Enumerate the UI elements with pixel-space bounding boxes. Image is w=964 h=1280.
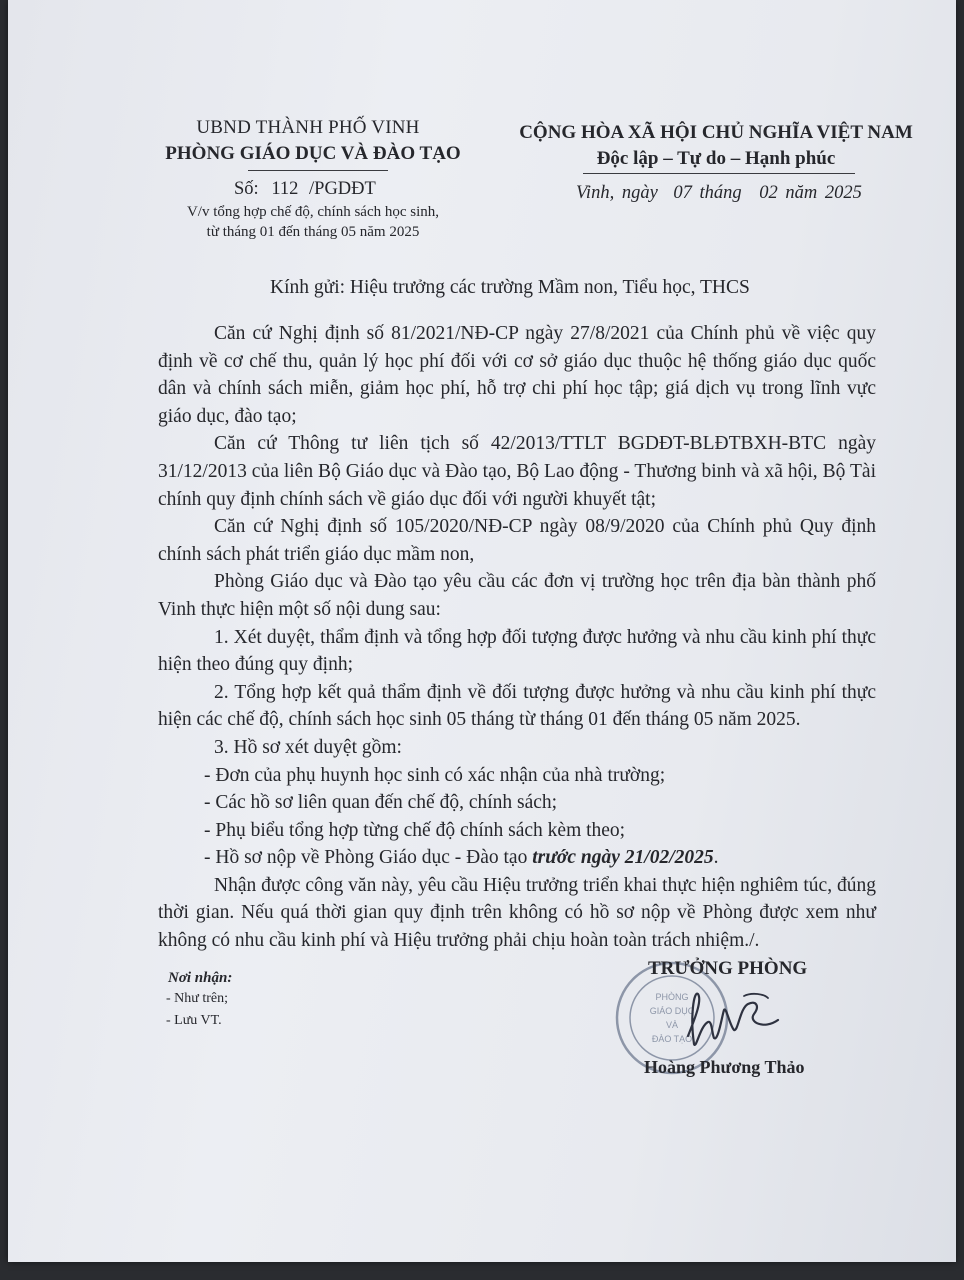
list-item: - Các hồ sơ liên quan đến chế độ, chính sách; (204, 792, 558, 814)
paragraph: Phòng Giáo dục và Đào tạo yêu cầu các đơn vị trường học trên địa bàn thành phố Vinh thực hiện một số nội dung sau: (158, 571, 876, 620)
department-underline (248, 170, 388, 171)
deadline-suffix: . (713, 847, 719, 869)
recipients-title: Nơi nhận: (168, 970, 233, 986)
national-motto: Độc lập – Tự do – Hạnh phúc (596, 148, 836, 169)
signatory-name: Hoàng Phương Thảo (644, 1057, 805, 1077)
deadline-date: trước ngày 21/02/2025 (532, 847, 714, 869)
date-month: 02 (759, 183, 778, 203)
date-month-label: tháng (699, 183, 742, 203)
subject-line-1: V/v tổng hợp chế độ, chính sách học sinh, (186, 204, 440, 220)
list-item: - Phụ biểu tổng hợp từng chế độ chính sách kèm theo; (204, 819, 626, 841)
document-number (234, 179, 376, 200)
seal-line-2: GIÁO DỤC (649, 1006, 695, 1016)
list-item: - Đơn của phụ huynh học sinh có xác nhận của nhà trường; (204, 764, 666, 786)
paragraph: 1. Xét duyệt, thẩm định và tổng hợp đối tượng được hưởng và nhu cầu kinh phí thực hiện theo đúng quy định; (158, 626, 876, 676)
seal-line-4: ĐÀO TẠO (651, 1034, 693, 1044)
subject-line-2: từ tháng 01 đến tháng 05 năm 2025 (206, 224, 420, 240)
item-3-title: 3. Hồ sơ xét duyệt gồm: (214, 736, 402, 758)
document-page (8, 0, 956, 1262)
recipient-item: - Lưu VT. (166, 1013, 222, 1028)
recipient-line: Kính gửi: Hiệu trưởng các trường Mầm non, Tiểu học, THCS (270, 277, 750, 298)
seal-line-3: VÀ (665, 1020, 679, 1030)
issue-date (576, 183, 862, 204)
doc-number-value: 112 (271, 179, 299, 199)
signatory-title: TRƯỞNG PHÒNG (648, 958, 808, 979)
issuing-agency: UBND THÀNH PHỐ VINH (196, 117, 420, 138)
motto-underline (583, 173, 855, 174)
seal-line-1: PHÒNG (655, 992, 689, 1002)
doc-number-prefix: Số: (234, 179, 259, 199)
issuing-department: PHÒNG GIÁO DỤC VÀ ĐÀO TẠO (165, 143, 461, 164)
date-day: 07 (673, 183, 692, 203)
national-title: CỘNG HÒA XÃ HỘI CHỦ NGHĨA VIỆT NAM (519, 122, 913, 143)
paragraph: 2. Tổng hợp kết quả thẩm định về đối tượng được hưởng và nhu cầu kinh phí thực hiện các chế độ, chính sách học sinh 05 tháng từ tháng 01 đến tháng 05 năm 2025. (158, 681, 876, 731)
deadline-prefix: - Hồ sơ nộp về Phòng Giáo dục - Đào tạo (204, 847, 533, 869)
closing-paragraph: Nhận được công văn này, yêu cầu Hiệu trưởng triển khai thực hiện nghiêm túc, đúng thời gian. Nếu quá thời gian quy định trên không có hồ sơ nộp về Phòng được xem như không có nhu cầu kinh phí và Hiệu trưởng phải chịu hoàn toàn trách nhiệm./. (158, 874, 876, 952)
handwritten-signature-icon (665, 986, 788, 1056)
paragraph: Căn cứ Nghị định số 81/2021/NĐ-CP ngày 27/8/2021 của Chính phủ về việc quy định về cơ chế thu, quản lý học phí đối với cơ sở giáo dục thuộc hệ thống giáo dục quốc dân và chính sách miễn, giảm học phí, hỗ trợ chi phí học tập; giá dịch vụ trong lĩnh vực giáo dục, đào tạo; (158, 323, 876, 427)
document-body (158, 320, 876, 955)
doc-number-suffix: /PGDĐT (309, 179, 376, 199)
date-place: Vinh, ngày (576, 183, 658, 203)
date-year: năm 2025 (785, 183, 862, 203)
paragraph: Căn cứ Thông tư liên tịch số 42/2013/TTLT BGDĐT-BLĐTBXH-BTC ngày 31/12/2013 của liên Bộ Giáo dục và Đào tạo, Bộ Lao động - Thương binh và xã hội, Bộ Tài chính quy định chính sách về giáo dục đối với người khuyết tật; (158, 433, 876, 510)
paragraph: Căn cứ Nghị định số 105/2020/NĐ-CP ngày 08/9/2020 của Chính phủ Quy định chính sách phát triển giáo dục mầm non, (158, 516, 876, 565)
recipient-item: - Như trên; (166, 991, 229, 1006)
deadline-item (158, 844, 876, 872)
